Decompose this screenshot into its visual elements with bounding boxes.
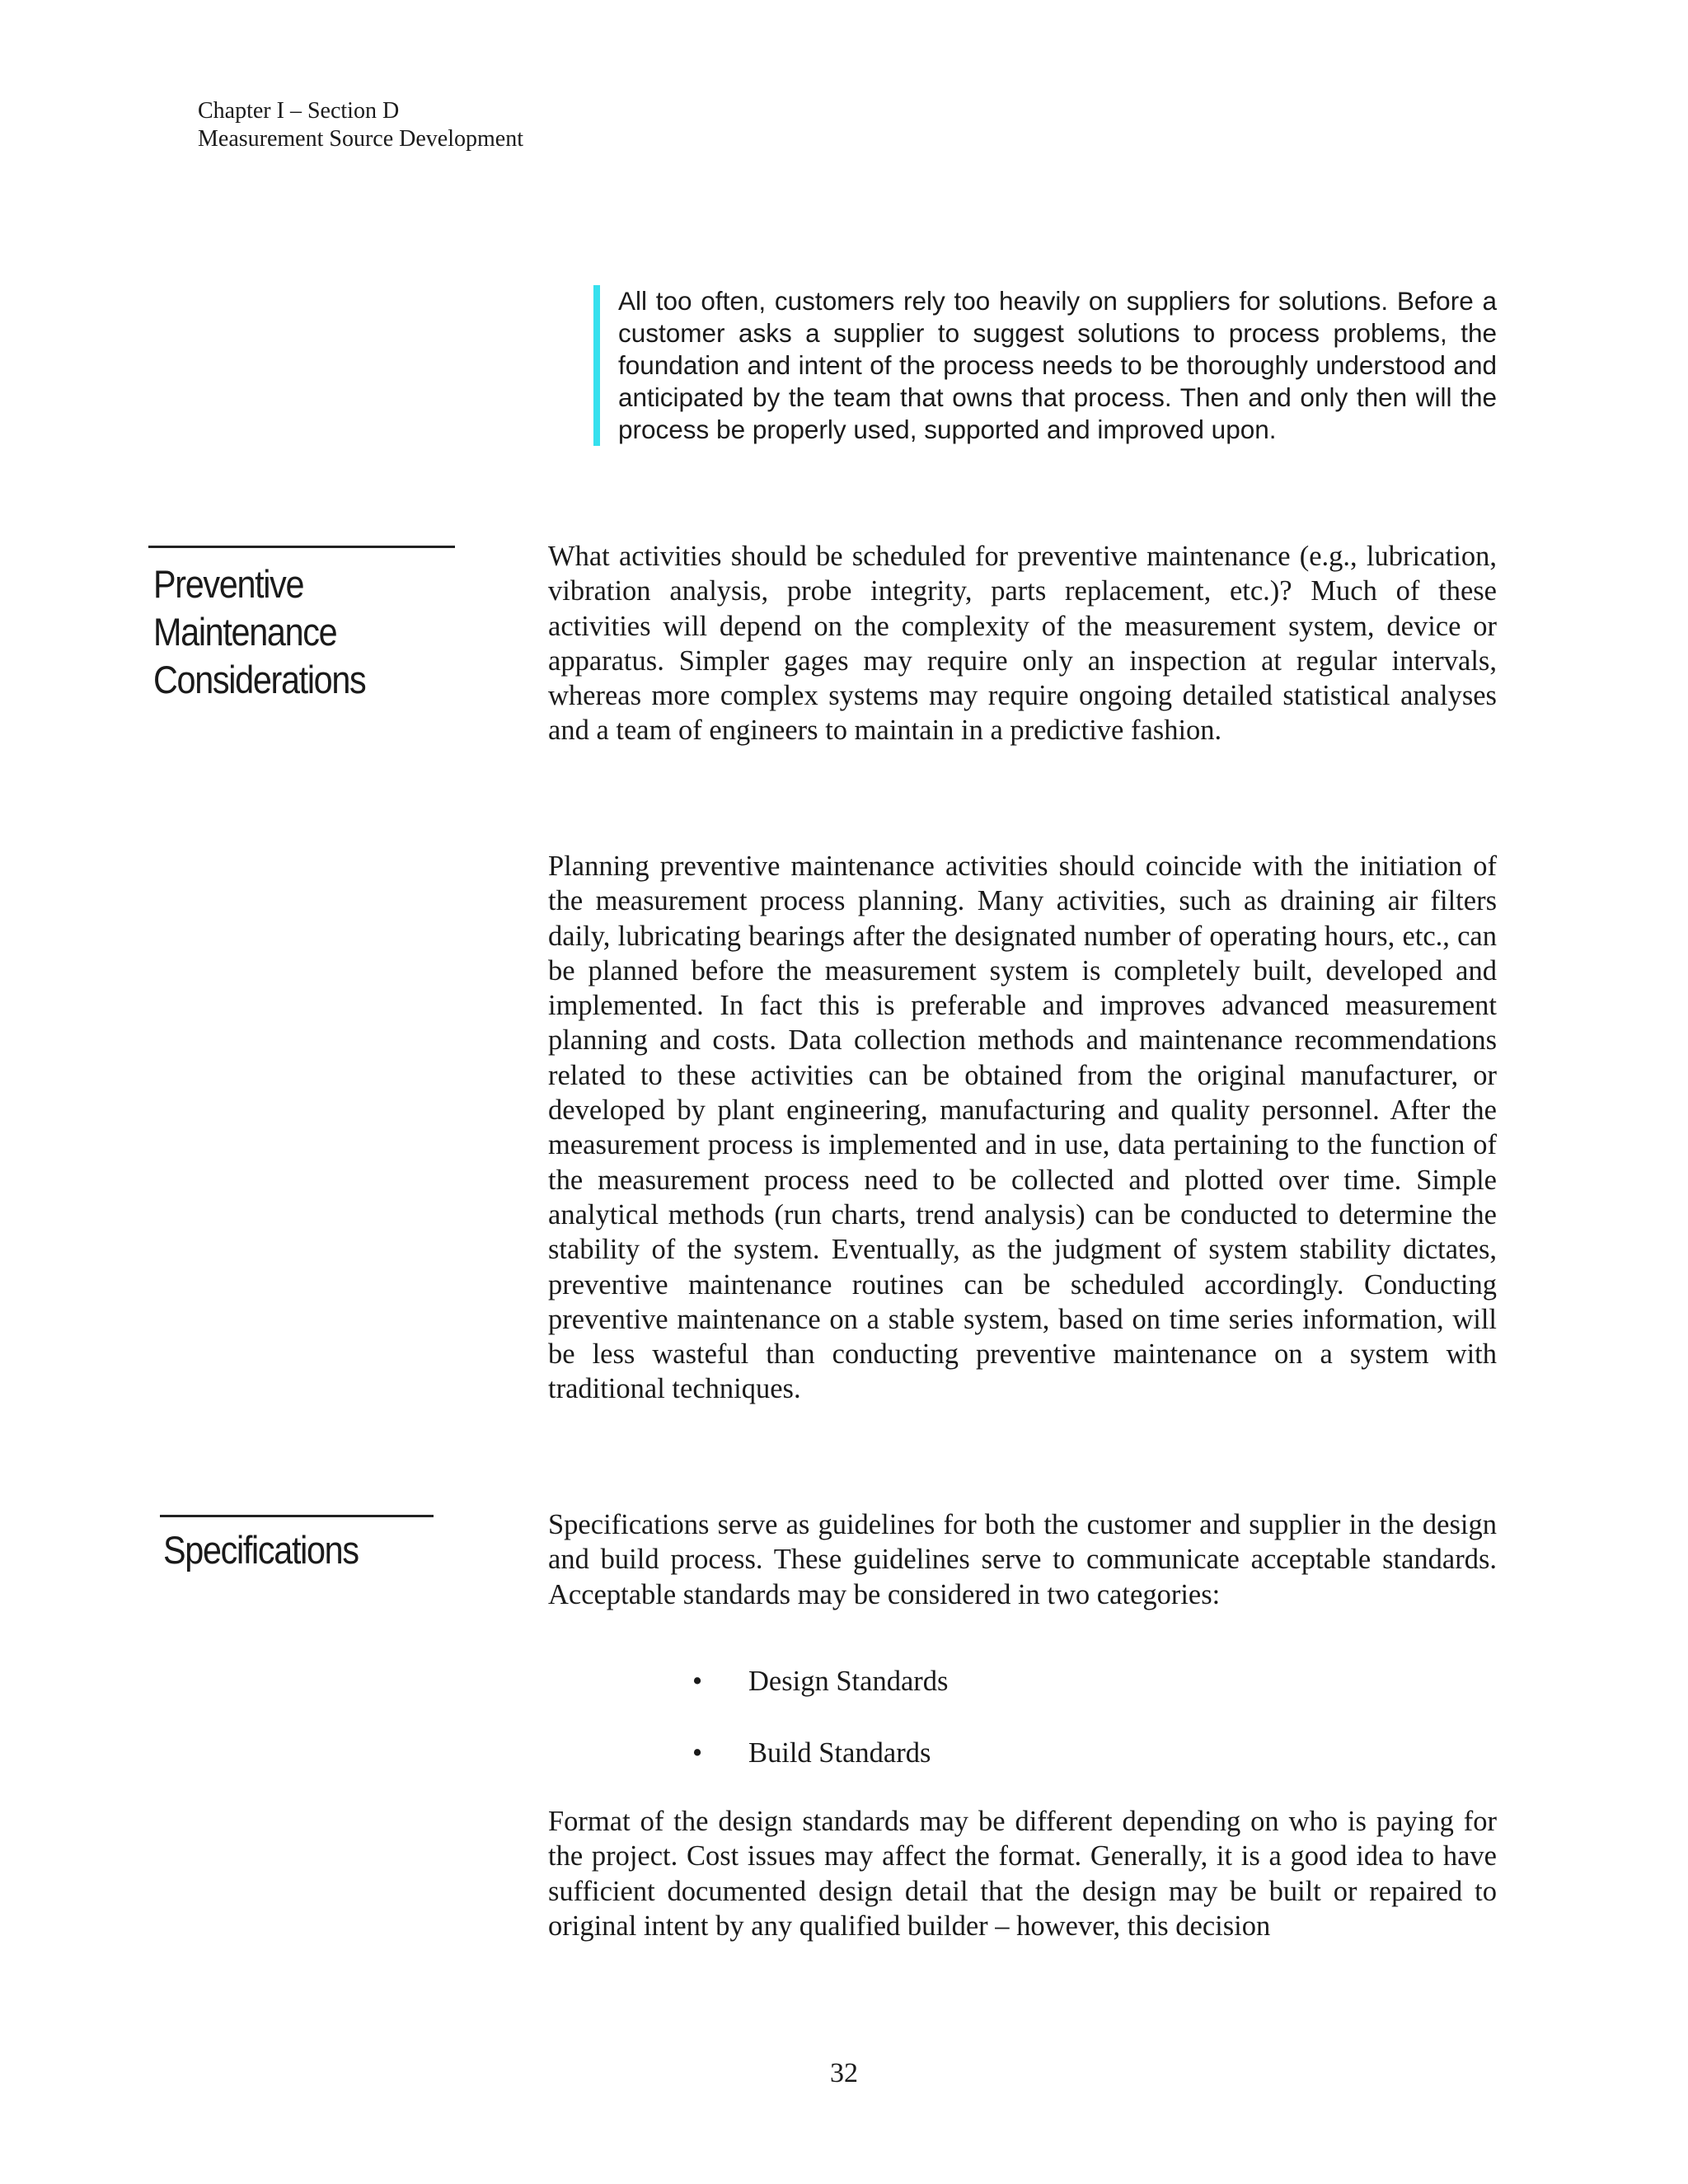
list-item-label: Design Standards [748,1666,949,1697]
specifications-paragraph-1: Specifications serve as guidelines for both the customer and supplier in the design and build process. These guidelines serve to communicate acceptable standards. Acceptable standards may be considered in two categories: [548,1509,1497,1610]
list-item [692,1736,948,1770]
bullet-icon: • [692,1737,703,1769]
heading-rule-specifications [160,1515,434,1517]
preventive-paragraph-2: Planning preventive maintenance activities should coincide with the initiation of the measurement process planning. Many activities, such as draining air filters daily, lubricating bearings after the designated number of operating hours, etc., can be planned before the measurement system is completely built, developed and implemented. In fact this is preferable and improves advanced measurement planning and costs. Data collection methods and maintenance recommendations related to these activities can be obtained from the original manufacturer, or developed by plant engineering, manufacturing and quality personnel. After the measurement process is implemented and in use, data pertaining to the function of the measurement process need to be collected and plotted over time. Simple analytical methods (run charts, trend analysis) can be conducted to determine the stability of the system. Eventually, as the judgment of system stability dictates, preventive maintenance routines can be scheduled accordingly. Conducting preventive maintenance on a stable system, based on time series information, will be less wasteful than conducting preventive maintenance on a system with traditional techniques. [548,851,1497,1405]
callout-text: All too often, customers rely too heavily on suppliers for solutions. Before a customer asks a supplier to suggest solutions to process problems, the foundation and intent of the process needs to be thoroughly understood and anticipated by the team that owns that process. Then and only then will the process be properly used, supported and improved upon. [618,286,1497,444]
heading-rule-preventive [148,546,455,548]
list-item [692,1664,948,1699]
preventive-maintenance-heading: Preventive Maintenance Considerations [153,562,366,701]
chapter-section-label: Chapter I – Section D [198,98,400,124]
callout-box [593,285,1497,446]
standards-list [692,1664,948,1807]
list-item-label: Build Standards [748,1737,931,1769]
section-title-label: Measurement Source Development [198,126,523,152]
page-number: 32 [830,2058,858,2088]
bullet-icon: • [692,1666,703,1697]
specifications-heading: Specifications [163,1528,359,1572]
specifications-paragraph-2: Format of the design standards may be different depending on who is paying for the project. Cost issues may affect the format. Generally, it is a good idea to have sufficient documented design detail that the design may be built or repaired to original intent by any qualified builder – however, this decision [548,1806,1497,1942]
running-header [198,97,523,153]
preventive-paragraph-1: What activities should be scheduled for preventive maintenance (e.g., lubrication, vibration analysis, probe integrity, parts replacement, etc.)? Much of these activities will depend on the complexity of the measurement system, device or apparatus. Simpler gages may require only an inspection at regular intervals, whereas more complex systems may require ongoing detailed statistical analyses and a team of engineers to maintain in a predictive fashion. [548,541,1497,747]
